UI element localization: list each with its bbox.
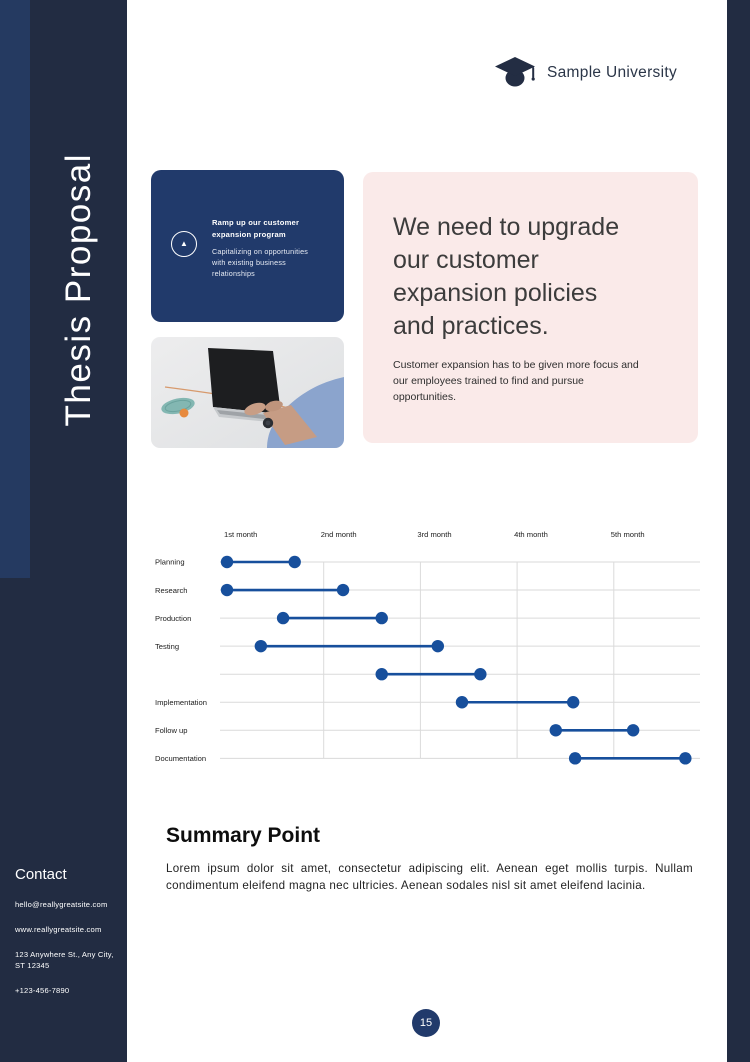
university-name: Sample University [547, 64, 678, 81]
contact-address: 123 Anywhere St., Any City, ST 12345 [15, 950, 114, 970]
contact-section [15, 866, 120, 1010]
laptop-photo [151, 337, 344, 448]
svg-text:3rd month: 3rd month [417, 530, 452, 539]
svg-text:Planning: Planning [155, 557, 185, 567]
page-number: 15 [419, 1017, 433, 1029]
gantt-chart-svg [150, 525, 706, 775]
summary-body: Lorem ipsum dolor sit amet, consectetur adipiscing elit. Aenean eget mollis turpis. Nullam condimentum eleifend magna nec ultricies. Aenean sodales nisl sit amet eleifend lacinia. [166, 862, 693, 893]
statement-card [363, 172, 698, 443]
contact-website: www.reallygreatsite.com [15, 925, 102, 934]
program-card [151, 170, 344, 322]
statement-heading: We need to upgrade our customer expansion policies and practices. [393, 213, 620, 340]
laptop-photo-illustration [151, 337, 344, 448]
contact-email: hello@reallygreatsite.com [15, 900, 108, 909]
university-logo [494, 54, 677, 92]
svg-text:4th month: 4th month [514, 530, 548, 539]
svg-text:Follow up: Follow up [155, 726, 188, 735]
contact-heading: Contact [15, 866, 67, 883]
vertical-page-title [30, 125, 127, 455]
program-card-title: Ramp up our customer expansion program [212, 218, 300, 239]
svg-text:Implementation: Implementation [155, 697, 207, 707]
svg-text:Documentation: Documentation [155, 754, 207, 764]
graduation-cap-icon [494, 54, 538, 92]
svg-text:1st month: 1st month [224, 530, 258, 539]
arrow-up-circle-icon: ▲ [171, 231, 197, 257]
svg-text:5th month: 5th month [610, 530, 645, 539]
svg-text:Research: Research [155, 585, 188, 595]
right-edge-band [727, 0, 750, 1062]
program-card-subtitle: Capitalizing on opportunities with existing business relationships [212, 246, 309, 278]
contact-phone: +123-456-7890 [15, 986, 70, 995]
vertical-page-title-text: Thesis Proposal [58, 153, 98, 427]
left-accent-strip [0, 0, 30, 578]
svg-text:Production: Production [155, 613, 192, 623]
program-card-text [212, 217, 316, 279]
svg-text:Testing: Testing [155, 641, 180, 651]
statement-body: Customer expansion has to be given more focus and our employees trained to find and pursue opportunities. [393, 359, 639, 403]
gantt-chart [150, 525, 706, 775]
page-number-badge [412, 1009, 440, 1037]
summary-heading: Summary Point [166, 824, 321, 847]
svg-text:2nd month: 2nd month [320, 530, 357, 539]
